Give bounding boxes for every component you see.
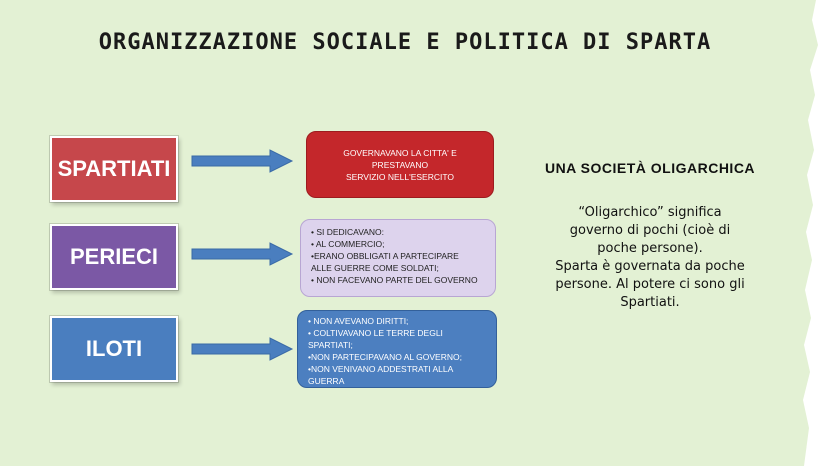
description-line: GOVERNAVANO LA CITTA' E bbox=[343, 147, 457, 158]
description-line: • AL COMMERCIO; bbox=[311, 239, 385, 249]
description-line: •NON PARTECIPAVANO AL GOVERNO; bbox=[308, 352, 462, 362]
torn-paper-edge bbox=[798, 0, 828, 466]
side-heading: UNA SOCIETÀ OLIGARCHICA bbox=[544, 160, 756, 176]
side-line: Spartiati. bbox=[620, 295, 680, 310]
side-line: persone. Al potere ci sono gli bbox=[555, 277, 745, 292]
arrow-right-icon bbox=[190, 336, 294, 362]
description-line: • SI DEDICAVANO: bbox=[311, 227, 385, 237]
description-box-iloti bbox=[297, 310, 497, 388]
description-line: • COLTIVAVANO LE TERRE DEGLI bbox=[308, 328, 443, 338]
class-box-iloti: ILOTI bbox=[50, 316, 178, 382]
description-box-perieci bbox=[300, 219, 496, 297]
description-line: •ERANO OBBLIGATI A PARTECIPARE bbox=[311, 251, 459, 261]
description-line: • NON FACEVANO PARTE DEL GOVERNO bbox=[311, 275, 478, 285]
description-line: PRESTAVANO bbox=[371, 159, 429, 170]
page-title: ORGANIZZAZIONE SOCIALE E POLITICA DI SPARTA bbox=[98, 30, 712, 55]
side-line: Sparta è governata da poche bbox=[555, 259, 745, 274]
description-line: GUERRA bbox=[308, 376, 345, 386]
description-line: • NON AVEVANO DIRITTI; bbox=[308, 316, 409, 326]
description-line: •NON VENIVANO ADDESTRATI ALLA bbox=[308, 364, 454, 374]
description-line: SERVIZIO NELL'ESERCITO bbox=[345, 171, 455, 182]
side-line: poche persone). bbox=[597, 241, 703, 256]
arrow-right-icon bbox=[190, 148, 294, 174]
class-box-spartiati: SPARTIATI bbox=[50, 136, 178, 202]
description-line: SPARTIATI; bbox=[308, 340, 353, 350]
class-box-perieci: PERIECI bbox=[50, 224, 178, 290]
description-line: ALLE GUERRE COME SOLDATI; bbox=[311, 263, 439, 273]
side-line: “Oligarchico” significa bbox=[578, 205, 722, 220]
arrow-right-icon bbox=[190, 241, 294, 267]
description-box-spartiati bbox=[306, 131, 494, 198]
side-line: governo di pochi (cioè di bbox=[569, 223, 731, 238]
side-paragraph bbox=[530, 204, 770, 312]
